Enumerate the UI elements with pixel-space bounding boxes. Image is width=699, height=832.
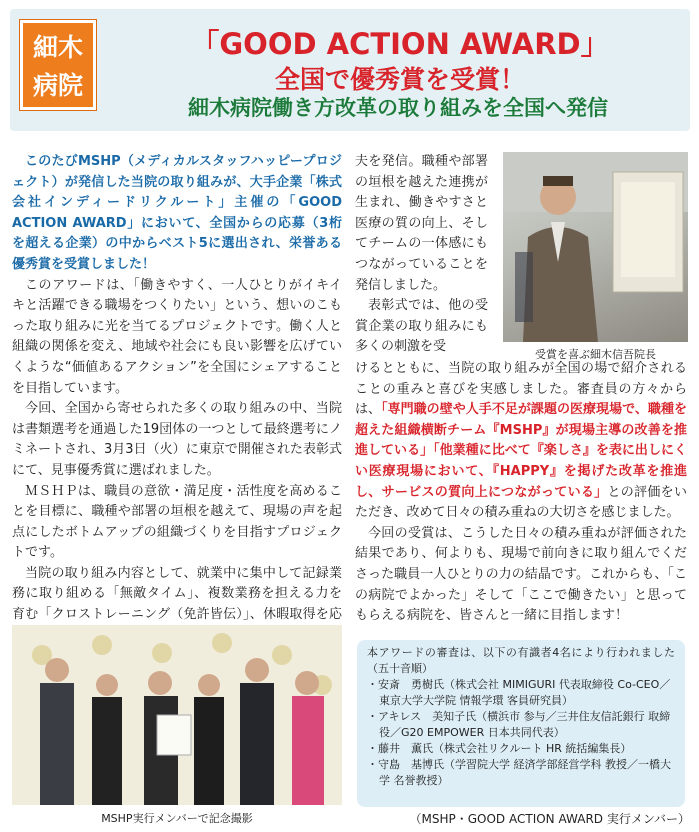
team-figure	[12, 625, 342, 805]
page-title: 「GOOD ACTION AWARD」	[190, 27, 610, 61]
badge-line2: 病院	[32, 71, 83, 100]
director-figure	[503, 152, 688, 342]
article-column-right-narrow	[355, 152, 488, 358]
judge-quote: 「専門職の壁や人手不足が課題の医療現場で、職種を超えた組織横断チーム『MSHP』が現場主導の改善を推進している」「他業種に比べて『楽しさ』を表に出しにくい医療現場において、『HAPPY』を掲げた改革を推進し、サービスの質向上につながっている」	[355, 402, 687, 500]
paragraph-2: 今回、全国から寄せられた多くの取り組みの中、当院は書類選考を通過した19団体の一つとして最終選考にノミネートされ、3月3日（火）に東京で開催された表彰式にて、見事優秀賞に選ばれました。	[12, 401, 342, 478]
director-photo-caption: 受賞を喜ぶ細木信吾院長	[535, 348, 656, 361]
team-photo-caption: MSHP実行メンバーで記念撮影	[101, 812, 253, 825]
paragraph-5	[355, 359, 687, 524]
paragraph-3: ＭＳＨＰは、職員の意欲・満足度・活性度を高めることを目標に、職種や部署の垣根を越えて、現場の声を起点にしたボトムアップの組織づくりを目指すプロジェクトです。	[12, 483, 342, 561]
badge-line1: 細木	[32, 33, 83, 62]
judges-heading: 本アワードの審査は、以下の有識者4名により行われました（五十音順）	[367, 646, 675, 675]
judge-item: ・アキレス 美知子氏（横浜市 参与／三井住友信託銀行 取締役／G20 EMPOWER 日本共同代表）	[367, 710, 671, 739]
judges-box	[357, 640, 685, 807]
judge-item: ・守島 基博氏（学習院大学 経済学部経営学科 教授／一橋大学 名誉教授）	[367, 758, 671, 787]
paragraph-5-start: 表彰式では、他の受賞企業の取り組みにも多くの刺激を受	[355, 298, 488, 355]
paragraph-1: このアワードは、「働きやすく、一人ひとりがイキイキと活躍できる職場をつくりたい」という、想いのこもった取り組みに光を当てるプロジェクトです。働く人と組織の関係を変え、地域や社会にも良い影響を広げていくような“価値あるアクション”を全国にシェアすることを目指しています。	[12, 277, 342, 396]
paragraph-6: 今回の受賞は、こうした日々の積み重ねが評価された結果であり、何よりも、現場で前向きに取り組んでくださった職員一人ひとりの力の結晶です。これからも、「この病院でよかった」そして「ここで働きたい」と思ってもらえる病院を、皆さんと一緒に目指します！	[355, 525, 687, 624]
page-subtitle: 細木病院働き方改革の取り組みを全国へ発信	[188, 96, 608, 120]
intro-paragraph: このたびMSHP（メディカルスタッフハッピープロジェクト）が発信した当院の取り組みが、大手企業「株式会社インディードリクルート」主催の「GOOD ACTION AWARD」において、全国からの応募（3桁を超える企業）の中からベスト5に選出され、栄誉ある優秀賞を受賞しました！	[12, 154, 342, 272]
team-photo	[12, 625, 342, 805]
footer-caption: （MSHP・GOOD ACTION AWARD 実行メンバー）	[409, 812, 690, 826]
paragraph-5-after: との評価をいただき、改めて日々の積み重ねの大切さを感じました。	[355, 484, 687, 521]
article-column-left	[12, 152, 342, 646]
article-column-right-wide	[355, 359, 687, 627]
paragraph-5-end: けるとともに、当院の取り組みが全国の場で紹介されることの重みと喜びを実感しました。審査員の方々からは、	[355, 361, 687, 418]
director-photo	[503, 152, 688, 342]
paragraph-4: 当院の取り組み内容として、就業中に集中して記録業務に取り組める「無敵タイム」、複数業務を担える力を育む「クロストレーニング（免許皆伝）」、休暇取得を応	[12, 565, 342, 623]
hospital-badge	[20, 20, 96, 110]
page-title-line2: 全国で優秀賞を受賞！	[274, 65, 525, 94]
judge-item: ・藤井 薫氏（株式会社リクルート HR 統括編集長）	[367, 742, 632, 755]
judge-item: ・安斎 勇樹氏（株式会社 MIMIGURI 代表取締役 Co-CEO／東京大学大学院 情報学環 客員研究員）	[367, 678, 671, 707]
paragraph-4-continued: 夫を発信。職種や部署の垣根を越えた連携が生まれ、働きやすさと医療の質の向上、そしてチームの一体感にもつながっていることを発信しました。	[355, 154, 488, 293]
